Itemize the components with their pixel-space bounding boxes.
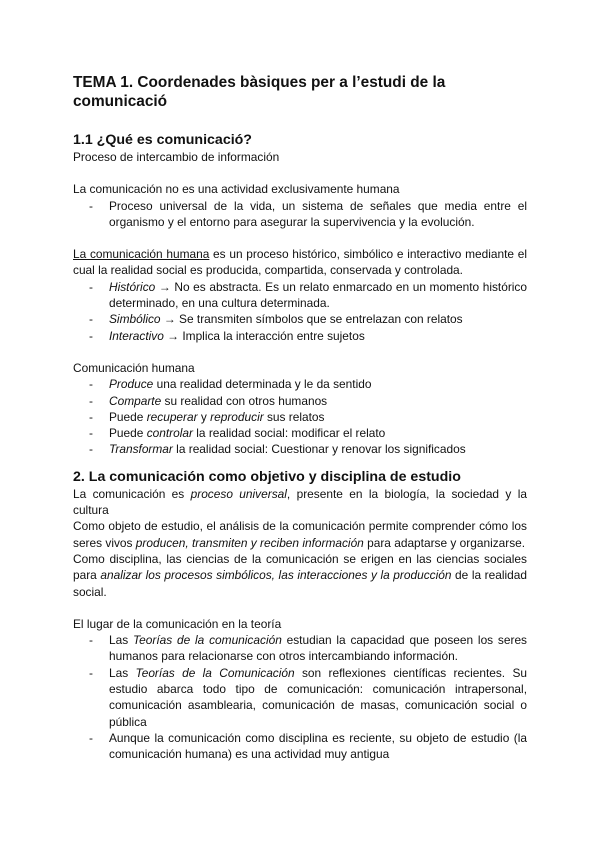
list-item: - Las Teorías de la comunicación estudian la capacidad que poseen los seres humanos para relacionarse con otros intercambiando información. [89,633,528,664]
paragraph: El lugar de la comunicación en la teoría [73,616,282,631]
list-item: - Produce una realidad determinada y le da sentido [89,377,372,392]
paragraph: La comunicación no es una actividad exclusivamente humana [73,182,400,197]
list-item: - Las Teorías de la Comunicación son reflexiones científicas recientes. Su estudio abarca todo tipo de comunicación: comunicación intrapersonal, comunicación asamblearia, comunicación de masas, comunicación social o pública [89,665,527,729]
list-item: - Transformar la realidad social: Cuestionar y renovar los significados [89,442,466,457]
paragraph: Como objeto de estudio, el análisis de la comunicación permite comprender cómo los seres vivos producen, transmiten y reciben información para adaptarse y organizarse. [73,519,527,550]
bullet-list [73,279,527,344]
paragraph: Comunicación humana [73,360,195,375]
list-item: - Proceso universal de la vida, un sistema de señales que media entre el organismo y el entorno para asegurar la supervivencia y la evolución. [89,198,527,229]
paragraph: La comunicación es proceso universal, presente en la biología, la sociedad y la cultura [73,486,527,518]
bullet-list [73,198,527,231]
section-2-heading: 2. La comunicación como objetivo y disciplina de estudio [73,468,461,485]
document-page [73,73,527,763]
underlined-term: La comunicación humana [73,247,210,262]
list-item: - Simbólico → Se transmiten símbolos que se entrelazan con relatos [89,312,463,327]
bullet-list [73,376,527,457]
list-item: - Aunque la comunicación como disciplina es reciente, su objeto de estudio (la comunicación humana) es una actividad muy antigua [89,730,527,762]
list-item: - Comparte su realidad con otros humanos [89,393,328,408]
section-1-heading: 1.1 ¿Qué es comunicació? [73,132,252,148]
list-item: - Interactivo → Implica la interacción entre sujetos [89,328,365,343]
list-item: - Puede recuperar y reproducir sus relatos [89,409,325,424]
paragraph: Como disciplina, las ciencias de la comunicación se erigen en las ciencias sociales para analizar los procesos simbólicos, las interacciones y la producción de la realidad social. [73,551,527,599]
paragraph: La comunicación humana es un proceso histórico, simbólico e interactivo mediante el cual la realidad social es producida, compartida, conservada y controlada. [73,247,527,278]
list-item: - Histórico → No es abstracta. Es un relato enmarcado en un momento histórico determinado, en una cultura determinada. [89,279,527,311]
document-title: TEMA 1. Coordenades bàsiques per a l’estudi de la comunicació [73,74,446,110]
definition-text: Proceso de intercambio de información [73,150,280,164]
list-item: - Puede controlar la realidad social: modificar el relato [89,426,386,441]
bullet-list [73,632,527,762]
